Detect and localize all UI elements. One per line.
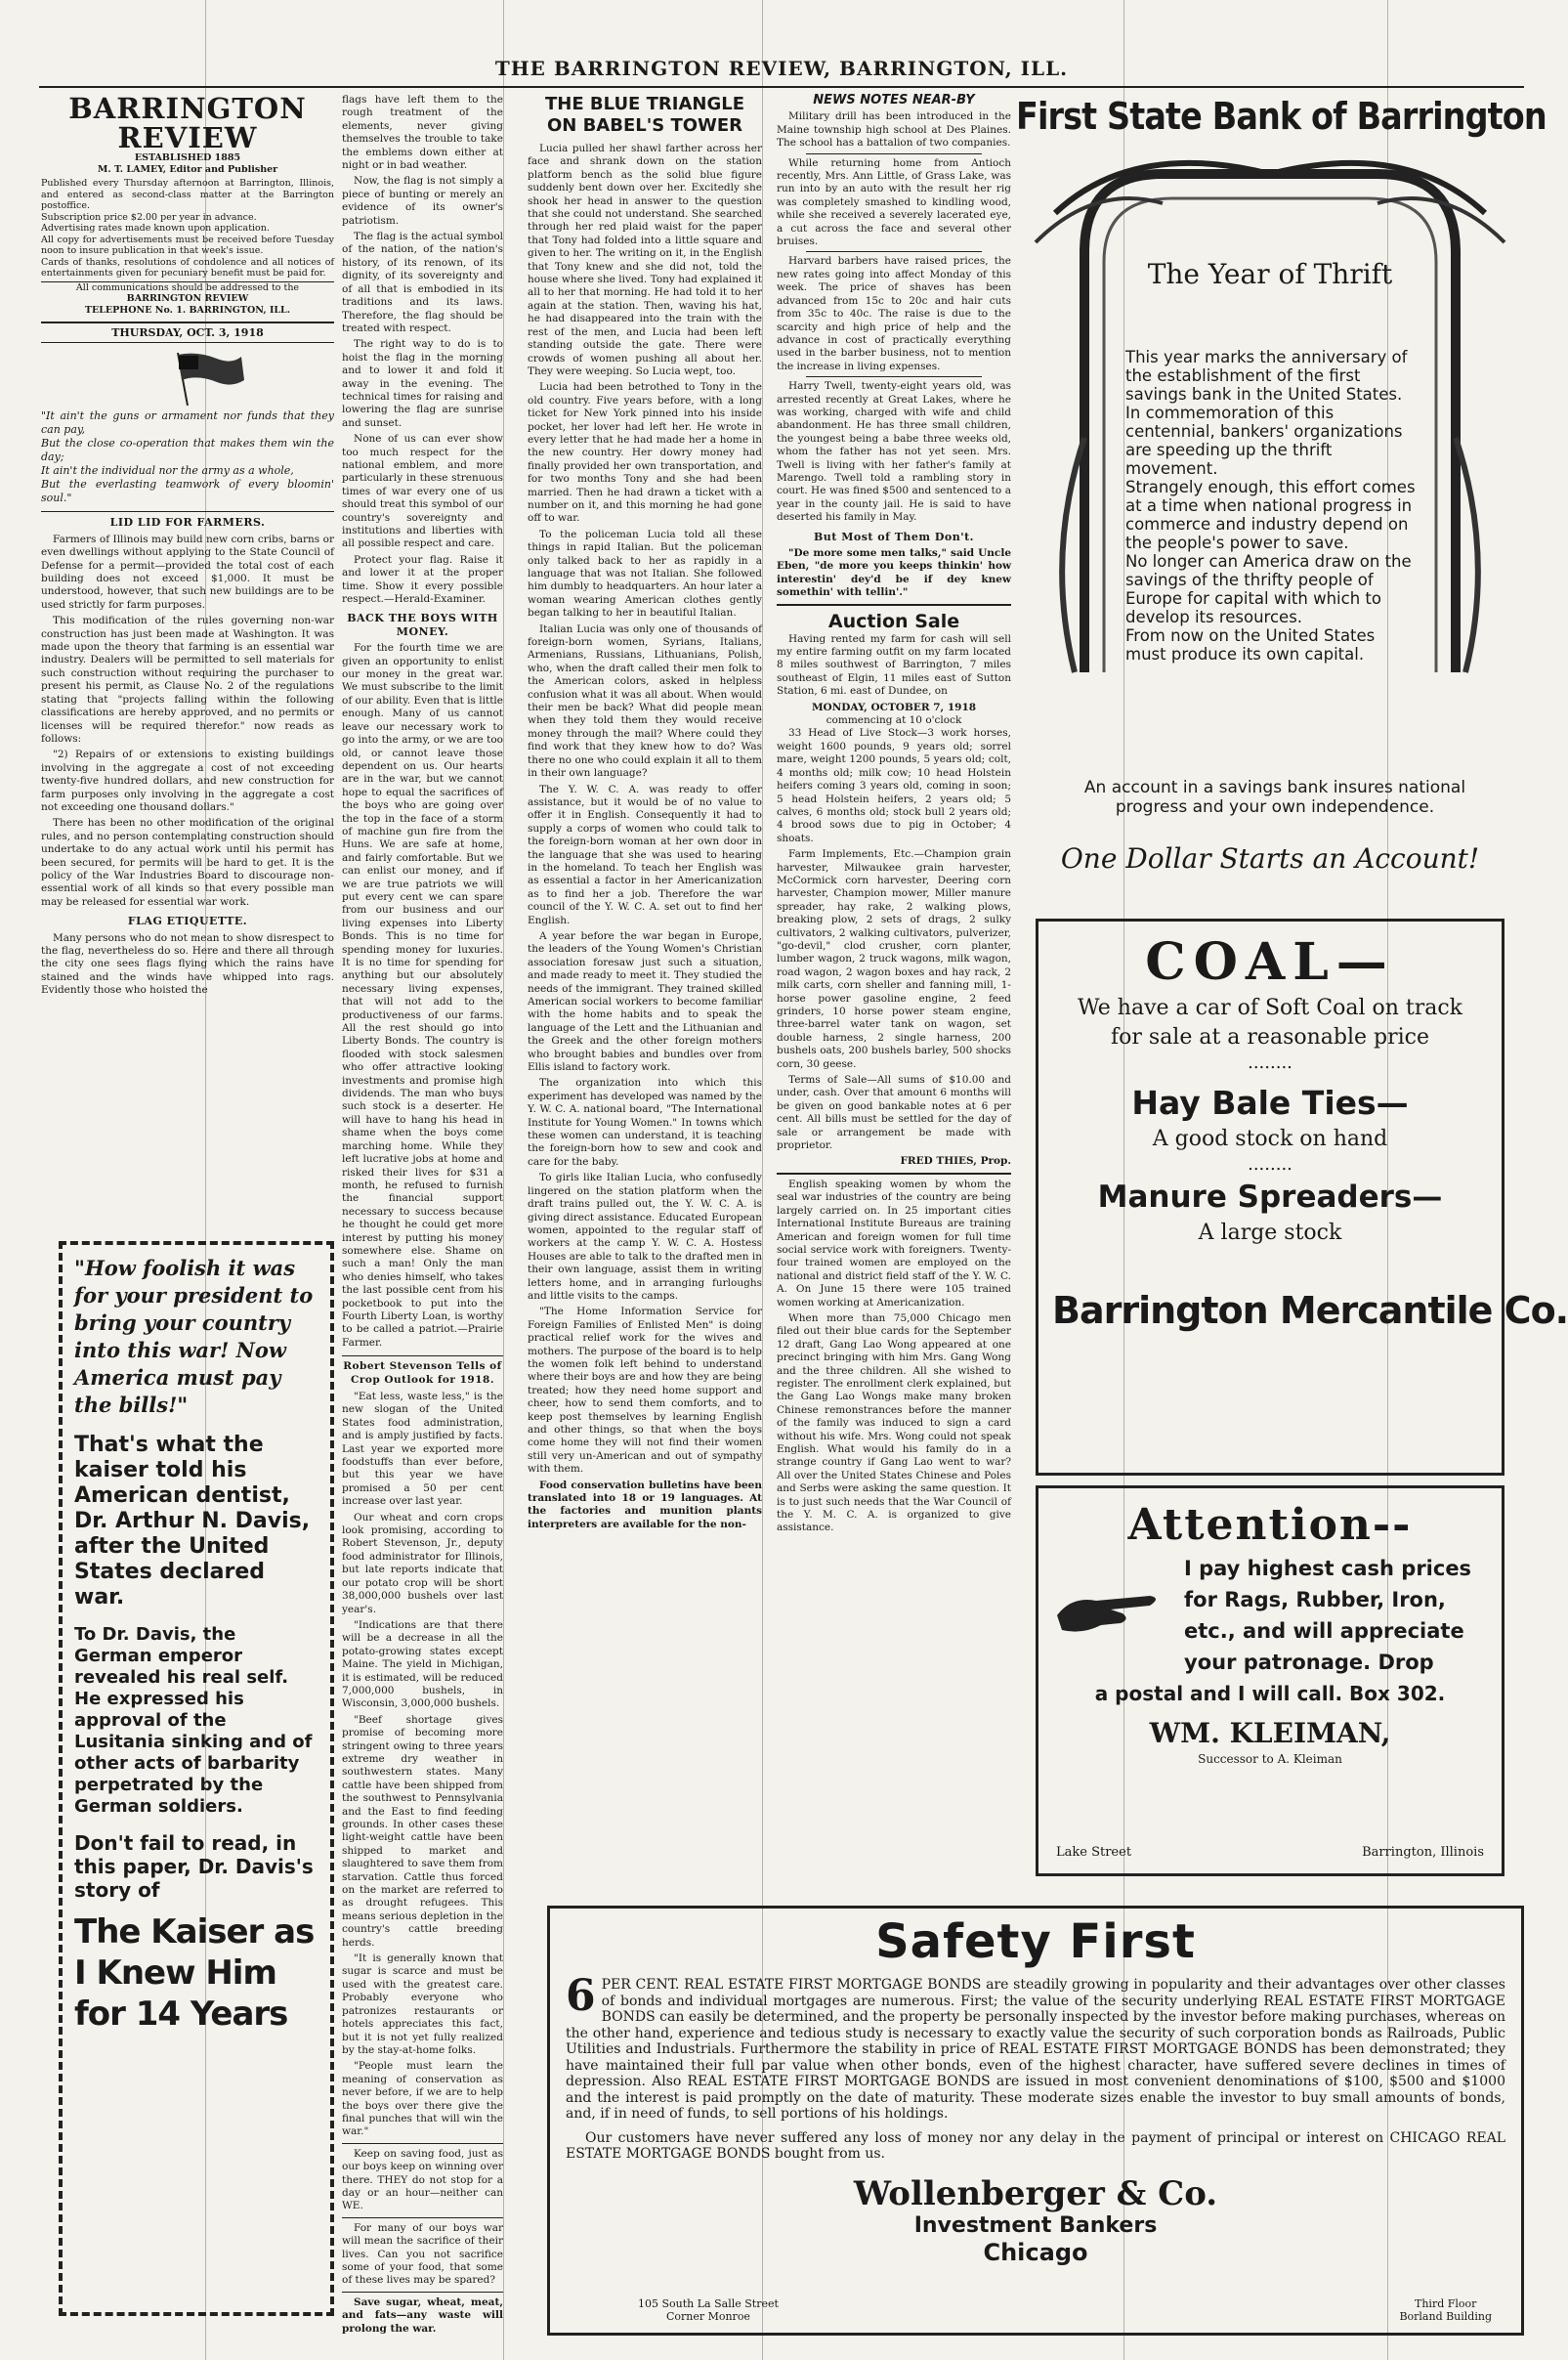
- masthead-telephone: TELEPHONE No. 1. BARRINGTON, ILL.: [84, 304, 291, 316]
- article-paragraph: Lucia had been betrothed to Tony in the old country. Five years before, with a long ticket for New York pinned into his inside pocket, her lover had left her. He wrote in every letter that he had made her a home in the new country. Her dowry money had finally provided her own transportation, and for two months Tony and she had been married. Then he had drawn a ticket with a number on it, and this morning he had gone off to war.: [528, 381, 762, 525]
- article-paragraph: For many of our boys war will mean the sacrifice of their lives. Can you not sacrifice some of your food, that some of these lives may be spared?: [342, 2221, 503, 2287]
- article-paragraph: Food conservation bulletins have been translated into 18 or 19 languages. At the factories and munition plants interpreters are available for the non-: [528, 1479, 762, 1530]
- attention-ad: [1036, 1485, 1504, 1876]
- attention-line-4: your patronage. Drop: [1184, 1651, 1434, 1674]
- article-paragraph: Keep on saving food, just as our boys keep on winning over there. THEY do not stop for a day or an hour—neither can WE.: [342, 2147, 503, 2212]
- wollenberger-sub: Investment Bankers: [913, 2212, 1158, 2238]
- address-left-line: 105 South La Salle Street: [638, 2297, 779, 2310]
- article-paragraph: The Y. W. C. A. was ready to offer assistance, but it would be of no value to offer it in English. Consequently it had to supply a corps of women who could talk to the foreign-born woman at her own door in the language that she was used to hearing in the homeland. To teach her English was as essential a factor in her Americanization as to find her a job. Therefore the war council of the Y. W. C. A. set out to find her English.: [528, 783, 762, 926]
- kleiman-successor: Successor to A. Kleiman: [1198, 1752, 1342, 1766]
- poem: [41, 409, 334, 505]
- coal-dots-2: ........: [1248, 1154, 1293, 1175]
- bank-ad: [1016, 94, 1547, 895]
- wollenberger-name: Wollenberger & Co.: [853, 2173, 1218, 2213]
- masthead-subscription: Subscription price $2.00 per year in advance.: [41, 211, 257, 223]
- article-paragraph: This modification of the rules governing non-war construction has just been made at Washington. It was made upon the theory that farming is an essential war industry. Dealers will be permitted to sell materials for such construction without requiring the purchaser to present his permit, as Clause No. 2 of the regulations stating that "projects falling within the following classifications are hereby approved, and no permits or licenses will be required therefor." now reads as follows:: [41, 615, 334, 745]
- bank-body-line: Strangely enough, this effort comes at a time when national progress in commerce and industry depend on the people's power to save.: [1125, 478, 1416, 552]
- attention-line-1: I pay highest cash prices: [1184, 1557, 1472, 1580]
- address-right-line: Borland Building: [1399, 2310, 1492, 2323]
- article-paragraph: "People must learn the meaning of conservation as never before, if we are to help the boys over there give the final punches that will win the war.": [342, 2060, 503, 2138]
- kaiser-title-line-2: I Knew Him: [74, 1953, 276, 1993]
- poem-line: But the everlasting teamwork of every bloomin' soul.": [41, 478, 334, 505]
- safety-first-ad: [547, 1906, 1524, 2336]
- spreaders-title: Manure Spreaders—: [1097, 1180, 1443, 1215]
- headline-flag-etiquette: FLAG ETIQUETTE.: [127, 915, 248, 928]
- kaiser-title-line-1: The Kaiser as: [74, 1912, 315, 1952]
- kaiser-story-ad: [59, 1241, 334, 2316]
- mercantile-name: Barrington Mercantile Co.: [1052, 1289, 1568, 1332]
- article-paragraph: Our wheat and corn crops look promising, according to Robert Stevenson, Jr., deputy food administrator for Illinois, but late reports indicate that our potato crop will be short 38,000,000 bushels over last year's.: [342, 1511, 503, 1615]
- article-paragraph: The organization into which this experiment has developed was named by the Y. W. C. A. national board, "The International Institute for Young Women." In towns which these women can understand, it is teaching the foreign-born how to sew and cook and care for the baby.: [528, 1077, 762, 1168]
- article-paragraph: Farmers of Illinois may build new corn cribs, barns or even dwellings without applying to the State Council of Defense for a permit—provided the total cost of each building does not exceed $1,000. It must be understood, however, that such new buildings are to be used strictly for farm purposes.: [41, 533, 334, 611]
- masthead-title: BARRINGTON REVIEW: [68, 92, 307, 154]
- article-paragraph: None of us can ever show too much respect for the national emblem, and more particularly in these strenuous times of war every one of us should treat this symbol of our country's sovereignty and institutions and liberties with all possible respect and care.: [342, 433, 503, 550]
- address-right-line: Third Floor: [1415, 2297, 1477, 2310]
- article-paragraph: "It is generally known that sugar is scarce and must be used with the greatest care. Probably everyone who patronizes restaurants or hotels appreciates this fact, but it is not yet fully realized by the stay-at-home folks.: [342, 1952, 503, 2056]
- article-paragraph: The flag is the actual symbol of the nation, of the nation's history, of its renown, of its dignity, of its sovereignty and of all that is embodied in its traditions and its laws. Therefore, the flag should be treated with respect.: [342, 231, 504, 334]
- auction-date: MONDAY, OCTOBER 7, 1918: [811, 701, 977, 713]
- article-paragraph: Military drill has been introduced in the Maine township high school at Des Plaines. The school has a battalion of two companies.: [777, 110, 1011, 150]
- article-paragraph: There has been no other modification of the original rules, and no person contemplating construction should undertake to do any actual work until his permit has been secured, for permits will be hard to get. It is the policy of the War Industries Board to discourage non-essential work of all kinds so that every possible man may be released for essential war work.: [41, 817, 334, 908]
- masthead-copy: All copy for advertisements must be received before Tuesday noon to insure publication in that week's issue.: [41, 234, 334, 256]
- kaiser-title-line-3: for 14 Years: [74, 1995, 288, 2034]
- auction-time: commencing at 10 o'clock: [826, 714, 962, 727]
- hay-ties-line: A good stock on hand: [1152, 1127, 1388, 1151]
- article-paragraph: "Indications are that there will be a decrease in all the potato-growing states except Maine. The yield in Michigan, it is estimated, will be reduced 7,000,000 bushels, in Wisconsin, 3,000,000 bushels.: [342, 1618, 503, 1710]
- kaiser-para-2: To Dr. Davis, the German emperor revealed his real self. He expressed his approval of the Lusitania sinking and of other acts of barbarity perpetrated by the German soldiers.: [74, 1624, 313, 1817]
- coal-line-2: for sale at a reasonable price: [1111, 1025, 1429, 1050]
- article-paragraph: Protect your flag. Raise it and lower it at the proper time. Show it every possible respect.—Herald-Examiner.: [342, 553, 503, 606]
- safety-title: Safety First: [875, 1914, 1196, 1969]
- article-paragraph: "De more some men talks," said Uncle Eben, "de more you keeps thinkin' how interestin' dey'd be if dey knew somethin' with tellin'.": [777, 547, 1011, 599]
- column-1: [41, 94, 334, 1232]
- bank-footer: An account in a savings bank insures national progress and your own independence.: [1083, 778, 1466, 817]
- header-rule: [39, 86, 1524, 88]
- bank-body-line: In commemoration of this centennial, bankers' organizations are speeding up the thrift movement.: [1125, 404, 1403, 478]
- headline-back-the-boys: BACK THE BOYS WITH MONEY.: [347, 612, 498, 638]
- attention-line-2: for Rags, Rubber, Iron,: [1184, 1588, 1446, 1611]
- article-paragraph: "Beef shortage gives promise of becoming more stringent owing to three years extreme dry weather in southwestern states. Many cattle have been shipped from the southwest to Pennsylvania and the East to find feeding grounds. In other cases these light-weight cattle have been shipped to market and slaughtered to save them from starvation. Cattle thus forced on the market are referred to as drought refugees. This means serious depletion in the country's cattle breeding herds.: [342, 1713, 503, 1949]
- article-paragraph: While returning home from Antioch recently, Mrs. Ann Little, of Grass Lake, was run into by an auto with the result her rig was completely smashed to kindling wood, while she received a severely lacerated eye, a cut across the face and several other bruises.: [777, 156, 1011, 248]
- safety-dropcap: 6: [566, 1971, 596, 2021]
- hay-ties-title: Hay Bale Ties—: [1131, 1084, 1409, 1122]
- address-left-line: Corner Monroe: [665, 2310, 750, 2323]
- column-3: [528, 94, 762, 1892]
- attention-line-5: a postal and I will call. Box 302.: [1094, 1682, 1446, 1705]
- column-4: [777, 94, 1011, 1892]
- coal-dots-1: ........: [1248, 1052, 1293, 1073]
- poem-line: But the close co-operation that makes them win the day;: [41, 437, 334, 464]
- auction-paragraph: 33 Head of Live Stock—3 work horses, weight 1600 pounds, 9 years old; sorrel mare, weight 1200 pounds, 5 years old; colt, 4 months old; milk cow; 10 head Holstein heifers coming 3 years old, coming in soon; 5 head Holstein heifers, 2 years old; 5 calves, 6 months old; stock bull 2 years old; 4 brood sows due to pig in October; 4 shoats.: [777, 727, 1011, 844]
- flag-illustration: [41, 349, 334, 409]
- story-title-1: THE BLUE TRIANGLE: [544, 94, 744, 114]
- masthead-editor: M. T. LAMEY, Editor and Publisher: [97, 163, 278, 175]
- headline-news-notes: NEWS NOTES NEAR-BY: [813, 93, 975, 107]
- auction-paragraph: Terms of Sale—All sums of $10.00 and under, cash. Over that amount 6 months will be given on good bankable notes at 6 per cent. All bills must be settled for the day of sale or arrangement be made with proprietor.: [777, 1074, 1011, 1152]
- wollenberger-address-right: [1399, 2297, 1492, 2323]
- safety-body-2: Our customers have never suffered any loss of money nor any delay in the payment of principal or interest on CHICAGO REAL ESTATE MORTGAGE BONDS bought from us.: [566, 2129, 1505, 2162]
- kleiman-city: Barrington, Illinois: [1362, 1845, 1484, 1860]
- spreaders-line: A large stock: [1198, 1221, 1342, 1245]
- bank-body-line: This year marks the anniversary of the establishment of the first savings bank in the United States.: [1125, 348, 1408, 404]
- bank-slogan: One Dollar Starts an Account!: [1060, 842, 1480, 875]
- poem-line: It ain't the individual nor the army as a whole,: [41, 464, 294, 478]
- article-paragraph: Now, the flag is not simply a piece of bunting or merely an evidence of its owner's patriotism.: [342, 175, 503, 227]
- poem-line: "It ain't the guns or armament nor funds that they can pay,: [41, 409, 334, 437]
- article-paragraph: "2) Repairs of or extensions to existing buildings involving in the aggregate a cost of not exceeding twenty-five hundred dollars, and new construction for farm purposes only involving in the aggregate a cost not exceeding one thousand dollars.": [41, 749, 334, 813]
- article-paragraph: Italian Lucia was only one of thousands of foreign-born women, Syrians, Italians, Armenians, Russians, Lithuanians, Polish, who, when the draft called their men folk to the American colors, asked in helpless confusion what it was all about. When would their men be back? What did people mean when they told them they would receive money through the mail? Where could they find work that they knew how to do? Was there no one who could explain it all to them in their own language?: [528, 622, 762, 780]
- coal-line-1: We have a car of Soft Coal on track: [1077, 996, 1463, 1020]
- auction-title: Auction Sale: [827, 610, 960, 632]
- masthead-advertising: Advertising rates made known upon application.: [41, 223, 270, 234]
- auction-paragraph: Farm Implements, Etc.—Champion grain harvester, Milwaukee grain harvester, McCormick corn harvester, Deering corn harvester, Champion mower, Miller manure spreader, hay rake, 2 walking plows, breaking plow, 2 sets of drags, 2 sulky cultivators, 2 walking cultivators, pulverizer, "go-devil," clod crusher, corn planter, lumber wagon, 2 truck wagons, milk wagon, road wagon, 2 wagon boxes and hay rack, 2 milk carts, corn sheller and fanning mill, 1-horse power gasoline engine, 2 feed grinders, 10 horse power steam engine, three-barrel water tank on wagon, set double harness, 2 single harness, 200 bushels oats, 200 bushels barley, 500 shocks corn, 30 geese.: [777, 848, 1011, 1070]
- attention-title: Attention--: [1127, 1500, 1413, 1550]
- bank-body-line: No longer can America draw on the savings of the thrifty people of Europe for capital with which to develop its resources.: [1125, 552, 1412, 626]
- auction-signature: FRED THIES, Prop.: [900, 1155, 1011, 1168]
- coal-title: COAL—: [1145, 932, 1395, 992]
- wollenberger-address-left: [638, 2297, 779, 2323]
- kaiser-para-1: That's what the kaiser told his American dentist, Dr. Arthur N. Davis, after the United States declared war.: [74, 1433, 311, 1609]
- article-paragraph: "Eat less, waste less," is the new slogan of the United States food administration, and is amply justified by facts. Last year we exported more foodstuffs than ever before, but this year we have promised a 50 per cent increase over last year.: [342, 1391, 503, 1508]
- masthead-established: ESTABLISHED 1885: [134, 152, 241, 163]
- column-2: [342, 94, 504, 2335]
- bank-body-line: From now on the United States must produce its own capital.: [1125, 626, 1376, 664]
- attention-line-3: etc., and will appreciate: [1184, 1619, 1464, 1643]
- article-paragraph: Harvard barbers have raised prices, the new rates going into affect Monday of this week. The price of shaves has been advanced from 15c to 20c and hair cuts from 35c to 40c. The raise is due to the scarcity and high price of help and the advance in cost of practically everything used in the barber business, not to mention the increase in living expenses.: [777, 255, 1011, 372]
- article-paragraph: "The Home Information Service for Foreign Families of Enlisted Men" is doing practical relief work for the wives and mothers. The purpose of the board is to help the women folk left behind to understand where their boys are and how they are being treated; how they need home support and cheer, how to send them comforts, and to keep post themselves by learning English and other things, so that when the boys come home they will not find their women still very un-American and out of sympathy with them.: [528, 1306, 762, 1476]
- wollenberger-city: Chicago: [983, 2238, 1088, 2266]
- article-paragraph: English speaking women by whom the seal war industries of the country are being largely carried on. In 25 important cities International Institute Bureaus are training American and foreign women for full time social service work with foreigners. Twenty-four trained women are employed on the national and district field staff of the Y. W. C. A. On June 15 there were 105 trained women working at Americanization.: [777, 1178, 1011, 1309]
- kleiman-name: WM. KLEIMAN,: [1149, 1717, 1391, 1749]
- article-paragraph: To girls like Italian Lucia, who confusedly lingered on the station platform when the draft trains pulled out, the Y. W. C. A. is giving direct assistance. Educated European women, appointed to the regular staff of workers at the camp Y. W. C. A. Hostess Houses are able to talk to the drafted men in their own language, assist them in writing letters home, and in arranging furloughs and little visits to the camps.: [528, 1172, 762, 1302]
- article-paragraph: Harry Twell, twenty-eight years old, was arrested recently at Great Lakes, where he was working, charged with wife and child abandonment. He has three small children, the youngest being a babe three weeks old, whom the father has not yet seen. Mrs. Twell is living with her father's family at Marengo. Twell told a rambling story in court. He was fined $500 and sentenced to a year in the county jail. He is said to have deserted his family in May.: [777, 380, 1011, 524]
- headline-crop-outlook: Robert Stevenson Tells of Crop Outlook for 1918.: [342, 1355, 503, 1387]
- article-paragraph: flags have left them to the rough treatment of the elements, never giving themselves the trouble to take the emblems down either at night or in bad weather.: [342, 94, 503, 172]
- article-paragraph: For the fourth time we are given an opportunity to enlist our money in the great war. We must subscribe to the limit of our ability. Even that is little enough. Many of us cannot leave our necessary work to go into the army, or we are too old, or cannot leave those dependent on us. Our hearts are in the war, but we cannot hope to equal the sacrifices of the boys who are going over the top in the face of a storm of machine gun fire from the Huns. We are safe at home, and fairly comfortable. But we can enlist our money, and if we are true patriots we will put every cent we can spare from our business and our living expenses into Liberty Bonds. This is no time for spending money for luxuries. It is no time for spending for anything but our absolutely necessary living expenses, that will not add to the productiveness of our farms. All the rest should go into Liberty Bonds. The country is flooded with stock salesmen who offer attractive looking investments and promise high dividends. The man who buys such stock is a deserter. He will have to hang his head in shame when the boys come marching home. While they left lucrative jobs at home and risked their lives for $31 a month, he refused to furnish the financial support necessary to success because he thought he could get more interest by putting his money somewhere else. Shame on such a man! Only the man who denies himself, who takes the last possible cent from his pocketbook to put into the Fourth Liberty Loan, is worthy to be called a patriot.—Prairie Farmer.: [342, 642, 503, 1349]
- safety-body: PER CENT. REAL ESTATE FIRST MORTGAGE BONDS are steadily growing in popularity and their advantages over other classes of bonds and individual mortgages are numerous. First; the value of the security underlying REAL ESTATE FIRST MORTGAGE BONDS can easily be determined, and the property be personally inspected by the investor before making purchases, whereas on the other hand, experience and tedious study is necessary to exactly value the security of such corporation bonds as Railroads, Public Utilities and Industrials. Furthermore the stability in price of REAL ESTATE FIRST MORTGAGE BONDS has been demonstrated; they have maintained their full par value when other bonds, even of the highest character, have suffered severe declines in times of depression. Also REAL ESTATE FIRST MORTGAGE BONDS are issued in most convenient denominations of $100, $500 and $1000 and the interest is paid promptly on the date of maturity. These moderate sizes enable the investor to buy small amounts of bonds, and, if in need of funds, to sell portions of his holdings.: [566, 1977, 1505, 2122]
- kaiser-quote: "How foolish it was for your president to bring your country into this war! Now America must pay the bills!": [74, 1256, 314, 1417]
- masthead-published: Published every Thursday afternoon at Barrington, Illinois, and entered as second-class matter at the Barrington postoffice.: [41, 178, 334, 211]
- article-paragraph: Lucia pulled her shawl farther across her face and shrank down on the station platform bench as the solid blue figure suddenly bent down over her. Excitedly she shook her head in answer to the question that she could not understand. She searched through her red plaid waist for the paper that Tony had folded into a little square and given to her. The writing on it, in the English that Tony knew and she did not, told the house where she lived. Tony had explained it all to her that morning. He had told it to her again at the station. Then, waving his hat, he had disappeared into the train with the rest of the men, and Lucia had been left standing outside the gate. There were crowds of women pushing all about her. They were weeping. So Lucia wept, too.: [528, 143, 762, 377]
- headline-most-dont: But Most of Them Don't.: [813, 530, 975, 543]
- masthead-address-name: BARRINGTON REVIEW: [126, 293, 249, 304]
- story-title-2: ON BABEL'S TOWER: [546, 115, 743, 136]
- bank-subtitle: The Year of Thrift: [1147, 258, 1393, 290]
- article-paragraph: Save sugar, wheat, meat, and fats—any waste will prolong the war.: [342, 2296, 503, 2335]
- coal-ad: [1036, 919, 1568, 1476]
- article-paragraph: When more than 75,000 Chicago men filed out their blue cards for the September 12 draft, Gang Lao Wong appeared at one precinct bringing with him Mrs. Gang Wong and the three children. All she wished to register. The enrollment clerk explained, but the Gang Lao Wongs make many broken Chinese remonstrances before the manner of the family was induced to sign a card without his wife. Mrs. Wong could not speak English. What would his family do in a strange country if Gang Lao went to war? All over the United States Chinese and Poles and Serbs were asking the same question. It is to just such needs that the War Council of the Y. M. C. A. is organized to give assistance.: [777, 1311, 1011, 1534]
- headline-farmers: LID LID FOR FARMERS.: [41, 511, 334, 529]
- issue-date: THURSDAY, OCT. 3, 1918: [41, 322, 334, 343]
- article-paragraph: Many persons who do not mean to show disrespect to the flag, nevertheless do so. Here and there all through the city one sees flags flying which the rains have stained and the winds have whipped into rags. Evidently those who hoisted the: [41, 931, 334, 997]
- masthead-cards: Cards of thanks, resolutions of condolence and all notices of entertainments given for pecuniary benefit must be paid for.: [41, 256, 334, 279]
- kaiser-para-3: Don't fail to read, in this paper, Dr. Davis's story of: [74, 1831, 314, 1902]
- article-paragraph: To the policeman Lucia told all these things in rapid Italian. But the policeman only talked back to her as rapidly in a language that was not Italian. She followed him dumbly to headquarters. An hour later a woman wearing American clothes gently began talking to her in beautiful Italian.: [528, 528, 762, 620]
- bank-title: First State Bank of Barrington: [1016, 95, 1547, 138]
- kleiman-street: Lake Street: [1056, 1845, 1132, 1860]
- article-paragraph: The right way to do is to hoist the flag in the morning and to lower it and fold it away in the evening. The technical times for raising and lowering the flag are sunrise and sunset.: [342, 338, 503, 429]
- bank-body: [1125, 348, 1419, 664]
- running-head: THE BARRINGTON REVIEW, BARRINGTON, ILL.: [494, 57, 1069, 80]
- masthead-address-line: All communications should be addressed to the: [41, 281, 334, 294]
- article-paragraph: A year before the war began in Europe, the leaders of the Young Women's Christian association foresaw just such a situation, and made ready to meet it. They studied the needs of the immigrant. They trained skilled American social workers to become familiar with the home habits and to speak the language of the Lett and the Lithuanian and the Greek and the other foreign mothers who brought babies and bundles over from Ellis island to factory work.: [528, 929, 762, 1074]
- auction-paragraph: Having rented my farm for cash will sell my entire farming outfit on my farm located 8 miles southwest of Barrington, 7 miles southeast of Elgin, 11 miles east of Sutton Station, 6 mi. east of Dundee, on: [777, 632, 1011, 698]
- pointing-hand-icon: [1052, 1576, 1169, 1654]
